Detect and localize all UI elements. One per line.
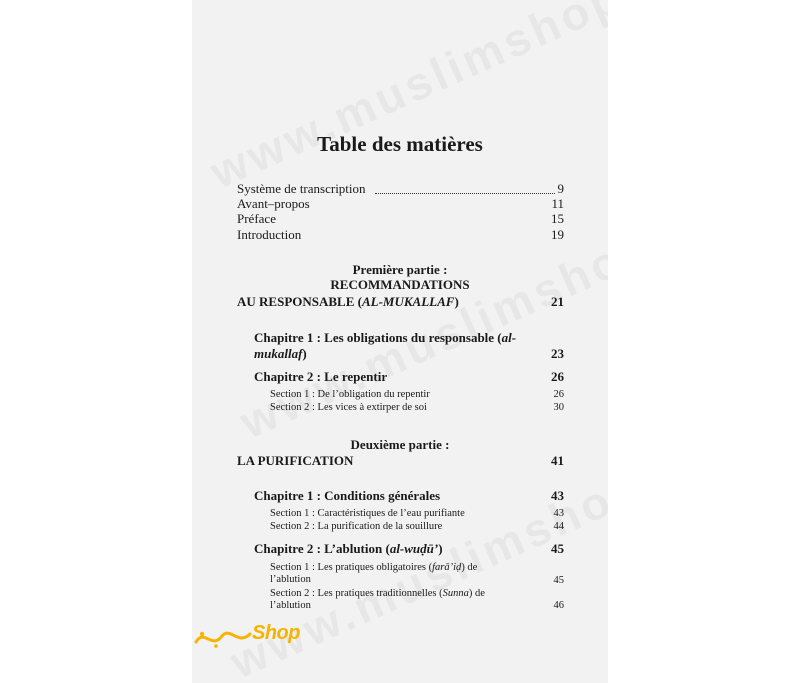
part-title bbox=[237, 294, 459, 310]
chapter-title bbox=[254, 541, 443, 557]
toc-page-number: 45 bbox=[551, 541, 564, 556]
toc-page-number: 26 bbox=[553, 389, 564, 400]
part-title: LA PURIFICATION bbox=[237, 453, 354, 468]
chapter-title-italic: al- bbox=[501, 330, 517, 345]
toc-page-number: 9 bbox=[557, 181, 564, 196]
toc-entry-transcription bbox=[237, 181, 366, 197]
toc-entry-label: Système de transcription bbox=[237, 181, 366, 196]
section-title bbox=[270, 588, 485, 599]
shop-logo bbox=[192, 616, 322, 676]
toc-page-number: 30 bbox=[553, 402, 564, 413]
toc-entry-label: Introduction bbox=[237, 227, 302, 242]
toc-page-number: 21 bbox=[551, 294, 564, 309]
section-title: Section 2 : La purification de la souillure bbox=[270, 521, 443, 532]
page-title: Table des matières bbox=[317, 132, 483, 156]
part-heading: Première partie : bbox=[352, 262, 448, 277]
section-title-text: Section 1 : Les pratiques obligatoires ( bbox=[270, 562, 433, 573]
chapter-title-italic: mukallaf bbox=[254, 346, 303, 361]
toc-page-number: 44 bbox=[553, 521, 564, 532]
toc-entry-label: Avant–propos bbox=[237, 196, 310, 211]
toc-page-number: 43 bbox=[553, 508, 564, 519]
section-title-cont: l’ablution bbox=[270, 600, 311, 611]
section-title-italic: farā’iḍ bbox=[432, 562, 462, 573]
chapter-title-italic: al-wuḍū’ bbox=[389, 541, 439, 556]
toc-page-number: 45 bbox=[553, 575, 564, 586]
toc-page-number: 41 bbox=[551, 453, 564, 468]
leader-dots bbox=[375, 193, 555, 194]
toc-page-number: 26 bbox=[551, 369, 564, 384]
section-title bbox=[270, 562, 477, 573]
part-title-text: ) bbox=[454, 294, 459, 309]
book-page bbox=[192, 0, 608, 683]
section-title: Section 1 : De l’obligation du repentir bbox=[270, 389, 430, 400]
toc-page-number: 11 bbox=[551, 196, 564, 211]
section-title-text: ) de bbox=[461, 562, 478, 573]
chapter-title bbox=[254, 330, 516, 346]
part-heading: Deuxième partie : bbox=[350, 437, 450, 452]
chapter-title-text: ) bbox=[302, 346, 307, 361]
toc-page-number: 19 bbox=[551, 227, 564, 242]
chapter-title-text: Chapitre 2 : L’ablution ( bbox=[254, 541, 390, 556]
toc-entry-label: Préface bbox=[237, 211, 276, 226]
section-title-italic: Sunna bbox=[442, 588, 469, 599]
toc-page-number: 23 bbox=[551, 346, 564, 361]
part-title-text: AU RESPONSABLE ( bbox=[237, 294, 362, 309]
section-title: Section 1 : Caractéristiques de l’eau purifiante bbox=[270, 508, 465, 519]
part-title-italic: AL-MUKALLAF bbox=[361, 294, 455, 309]
part-title: RECOMMANDATIONS bbox=[330, 277, 470, 292]
chapter-title-cont bbox=[254, 346, 307, 362]
section-title-text: ) de bbox=[468, 588, 485, 599]
section-title-cont: l’ablution bbox=[270, 574, 311, 585]
chapter-title-text: ) bbox=[438, 541, 443, 556]
toc-page-number: 46 bbox=[553, 600, 564, 611]
chapter-title-text: Chapitre 1 : Les obligations du responsable ( bbox=[254, 330, 502, 345]
chapter-title: Chapitre 1 : Conditions générales bbox=[254, 488, 441, 503]
section-title-text: Section 2 : Les pratiques traditionnelles ( bbox=[270, 588, 443, 599]
logo-text: Shop bbox=[252, 622, 300, 644]
watermark bbox=[202, 0, 608, 199]
chapter-title: Chapitre 2 : Le repentir bbox=[254, 369, 388, 384]
toc-page-number: 15 bbox=[551, 211, 564, 226]
section-title: Section 2 : Les vices à extirper de soi bbox=[270, 402, 427, 413]
toc-page-number: 43 bbox=[551, 488, 564, 503]
